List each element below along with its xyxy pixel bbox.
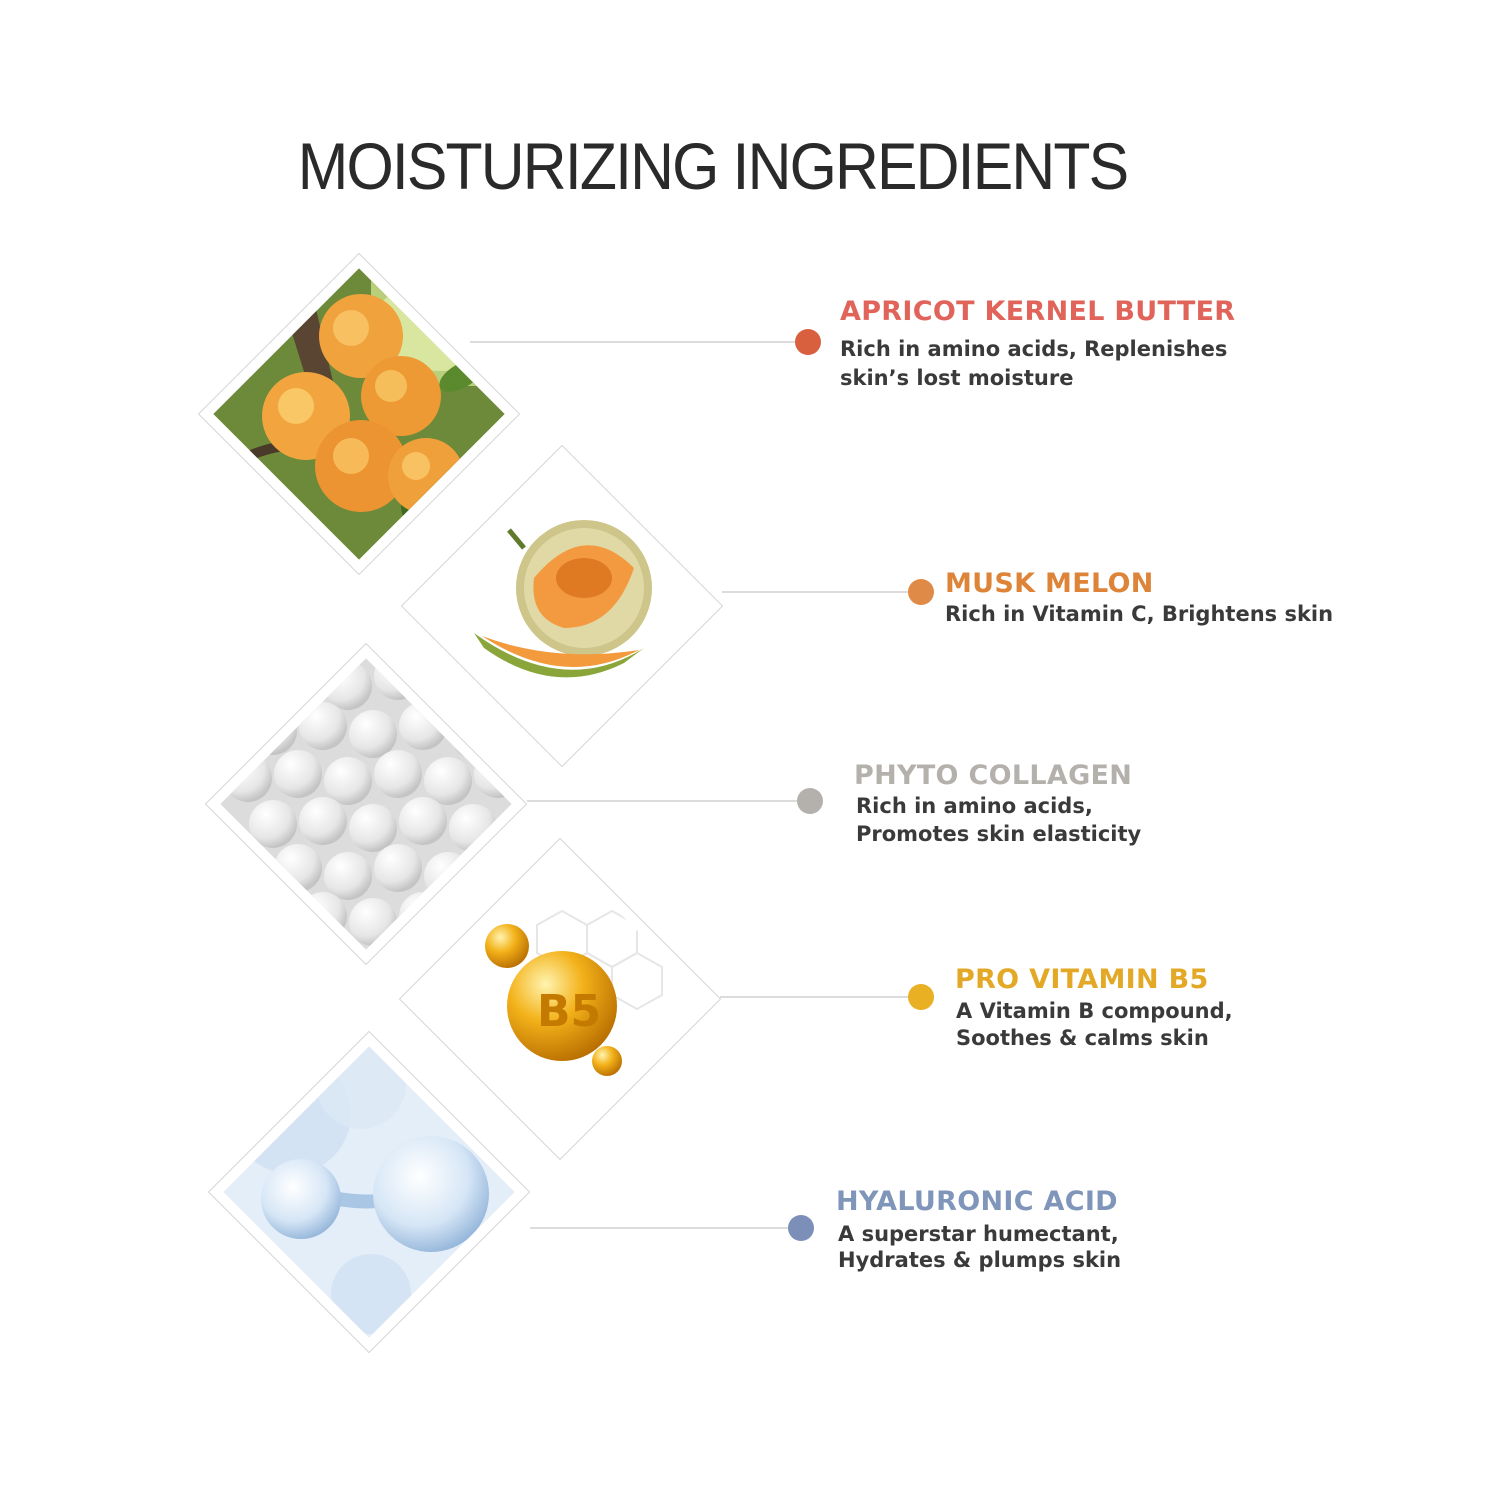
ingredient-desc: A superstar humectant, <box>838 1222 1119 1246</box>
vitamin-connector <box>720 996 908 998</box>
ingredient-name: MUSK MELON <box>945 568 1154 599</box>
hyaluronic-bubbles-image <box>223 1046 514 1337</box>
hyaluronic-connector <box>530 1227 788 1229</box>
vitamin-badge: B5 <box>537 986 602 1037</box>
ingredient-desc: Rich in Vitamin C, Brightens skin <box>945 602 1334 626</box>
ingredient-desc: A Vitamin B compound, <box>956 999 1233 1023</box>
ingredient-desc: skin’s lost moisture <box>840 366 1074 390</box>
collagen-spheres-image <box>220 658 511 949</box>
apricot-image <box>213 268 504 559</box>
page-title: MOISTURIZING INGREDIENTS <box>297 129 1128 203</box>
ingredient-desc: Rich in amino acids, Replenishes <box>840 337 1228 361</box>
melon-connector <box>722 591 908 593</box>
ingredient-desc: Soothes & calms skin <box>956 1026 1209 1050</box>
apricot-dot <box>795 329 821 355</box>
hyaluronic-dot <box>788 1215 814 1241</box>
collagen-dot <box>797 788 823 814</box>
vitamin-dot <box>908 984 934 1010</box>
melon-dot <box>908 579 934 605</box>
ingredient-desc: Promotes skin elasticity <box>856 822 1142 846</box>
ingredient-name: PRO VITAMIN B5 <box>955 964 1209 995</box>
ingredient-desc: Hydrates & plumps skin <box>838 1248 1122 1272</box>
ingredient-desc: Rich in amino acids, <box>856 794 1093 818</box>
ingredient-name: HYALURONIC ACID <box>836 1186 1118 1217</box>
melon-image <box>416 460 707 751</box>
ingredient-name: PHYTO COLLAGEN <box>854 760 1133 791</box>
apricot-connector <box>470 341 795 343</box>
collagen-connector <box>527 800 797 802</box>
ingredient-name: APRICOT KERNEL BUTTER <box>840 296 1236 327</box>
